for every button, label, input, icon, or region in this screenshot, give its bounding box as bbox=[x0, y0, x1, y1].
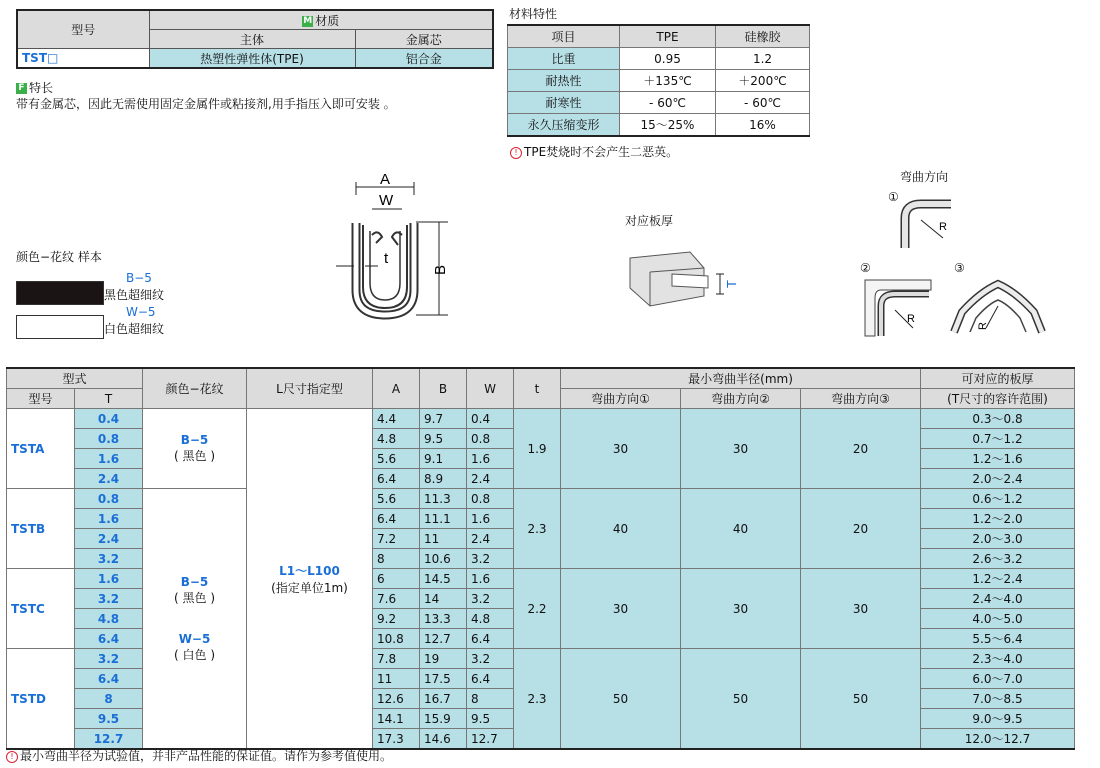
T-cell: 1.6 bbox=[75, 449, 143, 469]
label-w: W bbox=[379, 192, 394, 209]
mp-cell: 比重 bbox=[508, 48, 620, 70]
r2-cell: 50 bbox=[681, 649, 801, 750]
mp-cell: - 60℃ bbox=[716, 92, 810, 114]
a-cell: 5.6 bbox=[373, 449, 420, 469]
w-cell: 3.2 bbox=[467, 549, 514, 569]
material-note: ! TPE焚烧时不会产生二恶英。 bbox=[510, 143, 678, 160]
plate-cell: 2.4～4.0 bbox=[921, 589, 1075, 609]
h-model: 型号 bbox=[7, 389, 75, 409]
b-cell: 13.3 bbox=[420, 609, 467, 629]
h-plate: 可对应的板厚 bbox=[921, 368, 1075, 389]
T-cell: 0.8 bbox=[75, 429, 143, 449]
model-cell: TSTB bbox=[7, 489, 75, 569]
color-name: ( 黑色 ) bbox=[174, 590, 216, 605]
t-cell: 2.2 bbox=[514, 569, 561, 649]
r3-cell: 50 bbox=[801, 649, 921, 750]
a-cell: 7.2 bbox=[373, 529, 420, 549]
color-name: ( 黑色 ) bbox=[174, 449, 216, 463]
header-model: 型号 bbox=[17, 10, 149, 49]
swatch-black-code: B−5 bbox=[126, 271, 152, 285]
l-cell bbox=[247, 409, 373, 750]
mp-cell: 15～25% bbox=[620, 114, 716, 137]
a-cell: 4.4 bbox=[373, 409, 420, 429]
b-cell: 12.7 bbox=[420, 629, 467, 649]
swatch-black bbox=[16, 281, 104, 305]
h-dir3: 弯曲方向③ bbox=[801, 389, 921, 409]
mp-header-silicone: 硅橡胶 bbox=[716, 25, 810, 48]
a-cell: 17.3 bbox=[373, 729, 420, 750]
swatch-white-code: W−5 bbox=[126, 305, 156, 319]
spec-table-body bbox=[7, 409, 1075, 750]
b-cell: 14 bbox=[420, 589, 467, 609]
T-cell: 0.4 bbox=[75, 409, 143, 429]
r1-cell: 40 bbox=[561, 489, 681, 569]
model-cell: TSTA bbox=[7, 409, 75, 489]
mp-header-item: 项目 bbox=[508, 25, 620, 48]
T-cell: 3.2 bbox=[75, 649, 143, 669]
w-cell: 2.4 bbox=[467, 469, 514, 489]
color-cell bbox=[143, 489, 247, 750]
color-code: W−5 bbox=[178, 631, 211, 646]
bend-diagram-3 bbox=[950, 276, 1046, 340]
T-cell: 9.5 bbox=[75, 709, 143, 729]
r1-cell: 30 bbox=[561, 409, 681, 489]
features-text: 带有金属芯，因此无需使用固定金属件或粘接剂,用手指压入即可安装 。 bbox=[16, 97, 396, 111]
mp-cell: 16% bbox=[716, 114, 810, 137]
material-props-title: 材料特性 bbox=[509, 7, 558, 21]
T-cell: 1.6 bbox=[75, 509, 143, 529]
h-w: W bbox=[467, 368, 514, 409]
a-cell: 7.8 bbox=[373, 649, 420, 669]
b-cell: 11.1 bbox=[420, 509, 467, 529]
h-l: L尺寸指定型 bbox=[247, 368, 373, 409]
a-cell: 7.6 bbox=[373, 589, 420, 609]
r2-cell: 40 bbox=[681, 489, 801, 569]
material-tag-icon: M bbox=[303, 15, 313, 26]
T-cell: 8 bbox=[75, 689, 143, 709]
w-cell: 1.6 bbox=[467, 449, 514, 469]
r3-cell: 20 bbox=[801, 409, 921, 489]
r1-cell: 50 bbox=[561, 649, 681, 750]
a-cell: 10.8 bbox=[373, 629, 420, 649]
swatch-white bbox=[16, 315, 104, 339]
T-cell: 6.4 bbox=[75, 629, 143, 649]
w-cell: 0.8 bbox=[467, 429, 514, 449]
color-code: B−5 bbox=[180, 574, 209, 589]
bend-label-1: ① bbox=[888, 190, 899, 204]
w-cell: 2.4 bbox=[467, 529, 514, 549]
T-cell: 12.7 bbox=[75, 729, 143, 750]
r2-cell: 30 bbox=[681, 569, 801, 649]
features-tag-icon: F bbox=[16, 83, 27, 94]
b-cell: 19 bbox=[420, 649, 467, 669]
w-cell: 3.2 bbox=[467, 649, 514, 669]
h-a: A bbox=[373, 368, 420, 409]
a-cell: 5.6 bbox=[373, 489, 420, 509]
plate-cell: 1.2～2.0 bbox=[921, 509, 1075, 529]
plate-cell: 5.5～6.4 bbox=[921, 629, 1075, 649]
plate-cell: 1.2～2.4 bbox=[921, 569, 1075, 589]
b-cell: 11 bbox=[420, 529, 467, 549]
a-cell: 14.1 bbox=[373, 709, 420, 729]
r2-cell: 30 bbox=[681, 409, 801, 489]
T-cell: 2.4 bbox=[75, 469, 143, 489]
mp-cell: - 60℃ bbox=[620, 92, 716, 114]
a-cell: 11 bbox=[373, 669, 420, 689]
h-plate-range: (T尺寸的容许范围) bbox=[921, 389, 1075, 409]
l-unit: (指定单位1m) bbox=[271, 580, 348, 595]
T-cell: 2.4 bbox=[75, 529, 143, 549]
mp-cell: 0.95 bbox=[620, 48, 716, 70]
bend-label-2: ② bbox=[860, 261, 871, 275]
w-cell: 0.8 bbox=[467, 489, 514, 509]
h-type: 型式 bbox=[7, 368, 143, 389]
bend-diagram-2 bbox=[861, 276, 941, 340]
mp-cell: ＋135℃ bbox=[620, 70, 716, 92]
a-cell: 6.4 bbox=[373, 509, 420, 529]
w-cell: 6.4 bbox=[467, 629, 514, 649]
bend-diagram-1 bbox=[895, 196, 965, 256]
l-value: L1～L100 bbox=[279, 563, 340, 578]
table-row bbox=[7, 489, 1075, 509]
mp-cell: 耐热性 bbox=[508, 70, 620, 92]
body-material: 热塑性弹性体(TPE) bbox=[149, 49, 355, 69]
b-cell: 9.1 bbox=[420, 449, 467, 469]
warning-icon: ! bbox=[510, 147, 522, 159]
T-cell: 3.2 bbox=[75, 589, 143, 609]
a-cell: 6 bbox=[373, 569, 420, 589]
plate-cell: 4.0～5.0 bbox=[921, 609, 1075, 629]
r3-cell: 30 bbox=[801, 569, 921, 649]
w-cell: 9.5 bbox=[467, 709, 514, 729]
profile-diagram bbox=[330, 165, 470, 325]
T-cell: 1.6 bbox=[75, 569, 143, 589]
mp-cell: 耐寒性 bbox=[508, 92, 620, 114]
a-cell: 4.8 bbox=[373, 429, 420, 449]
swatch-white-name: 白色超细纹 bbox=[104, 322, 165, 336]
plate-cell: 12.0～12.7 bbox=[921, 729, 1075, 750]
h-dir2: 弯曲方向② bbox=[681, 389, 801, 409]
mp-cell: 永久压缩变形 bbox=[508, 114, 620, 137]
warning-icon: ! bbox=[6, 751, 18, 763]
w-cell: 1.6 bbox=[467, 509, 514, 529]
color-cell bbox=[143, 409, 247, 489]
plate-cell: 2.0～2.4 bbox=[921, 469, 1075, 489]
t-cell: 2.3 bbox=[514, 649, 561, 750]
t-cell: 2.3 bbox=[514, 489, 561, 569]
h-b: B bbox=[420, 368, 467, 409]
color-samples-title: 颜色−花纹 样本 bbox=[16, 250, 102, 264]
h-min-radius: 最小弯曲半径(mm) bbox=[561, 368, 921, 389]
w-cell: 1.6 bbox=[467, 569, 514, 589]
radius-label-3: R bbox=[977, 322, 989, 330]
bend-title: 弯曲方向 bbox=[900, 170, 949, 184]
a-cell: 12.6 bbox=[373, 689, 420, 709]
plate-cell: 6.0～7.0 bbox=[921, 669, 1075, 689]
w-cell: 12.7 bbox=[467, 729, 514, 750]
plate-cell: 2.0～3.0 bbox=[921, 529, 1075, 549]
a-cell: 8 bbox=[373, 549, 420, 569]
b-cell: 15.9 bbox=[420, 709, 467, 729]
b-cell: 17.5 bbox=[420, 669, 467, 689]
r1-cell: 30 bbox=[561, 569, 681, 649]
mp-cell: 1.2 bbox=[716, 48, 810, 70]
t-cell: 1.9 bbox=[514, 409, 561, 489]
footnote: ! 最小弯曲半径为试验值，并非产品性能的保证值。请作为参考值使用。 bbox=[6, 747, 392, 764]
b-cell: 8.9 bbox=[420, 469, 467, 489]
b-cell: 9.7 bbox=[420, 409, 467, 429]
features-title: F 特长 bbox=[16, 79, 53, 96]
w-cell: 6.4 bbox=[467, 669, 514, 689]
h-dir1: 弯曲方向① bbox=[561, 389, 681, 409]
model-cell: TSTD bbox=[7, 649, 75, 750]
label-b: B bbox=[432, 264, 449, 275]
label-a: A bbox=[380, 171, 391, 188]
h-T: T bbox=[75, 389, 143, 409]
plate-cell: 2.6～3.2 bbox=[921, 549, 1075, 569]
label-thickness: T bbox=[724, 280, 739, 288]
a-cell: 9.2 bbox=[373, 609, 420, 629]
T-cell: 4.8 bbox=[75, 609, 143, 629]
core-material: 铝合金 bbox=[355, 49, 493, 69]
radius-label-1: R bbox=[939, 221, 947, 233]
plate-cell: 7.0～8.5 bbox=[921, 689, 1075, 709]
table-row bbox=[7, 409, 1075, 429]
b-cell: 10.6 bbox=[420, 549, 467, 569]
mp-cell: ＋200℃ bbox=[716, 70, 810, 92]
header-body: 主体 bbox=[149, 30, 355, 49]
bend-label-3: ③ bbox=[954, 261, 965, 275]
color-name: ( 白色 ) bbox=[174, 647, 216, 662]
spec-table bbox=[6, 367, 1075, 750]
thickness-diagram bbox=[620, 250, 750, 310]
T-cell: 3.2 bbox=[75, 549, 143, 569]
w-cell: 4.8 bbox=[467, 609, 514, 629]
model-material-table bbox=[16, 9, 494, 69]
T-cell: 6.4 bbox=[75, 669, 143, 689]
radius-label-2: R bbox=[907, 313, 915, 325]
material-props-table bbox=[507, 24, 810, 137]
a-cell: 6.4 bbox=[373, 469, 420, 489]
plate-cell: 9.0～9.5 bbox=[921, 709, 1075, 729]
header-material: M 材质 bbox=[149, 10, 493, 30]
plate-cell: 2.3～4.0 bbox=[921, 649, 1075, 669]
h-t: t bbox=[514, 368, 561, 409]
swatch-black-name: 黑色超细纹 bbox=[104, 288, 165, 302]
b-cell: 16.7 bbox=[420, 689, 467, 709]
model-code: TST□ bbox=[17, 49, 149, 69]
h-color: 颜色−花纹 bbox=[143, 368, 247, 409]
plate-cell: 0.7～1.2 bbox=[921, 429, 1075, 449]
b-cell: 9.5 bbox=[420, 429, 467, 449]
thickness-title: 对应板厚 bbox=[625, 214, 674, 228]
T-cell: 0.8 bbox=[75, 489, 143, 509]
color-code: B−5 bbox=[180, 433, 209, 447]
label-t: t bbox=[384, 250, 389, 267]
b-cell: 14.5 bbox=[420, 569, 467, 589]
plate-cell: 0.6～1.2 bbox=[921, 489, 1075, 509]
b-cell: 14.6 bbox=[420, 729, 467, 750]
w-cell: 8 bbox=[467, 689, 514, 709]
header-core: 金属芯 bbox=[355, 30, 493, 49]
w-cell: 0.4 bbox=[467, 409, 514, 429]
mp-header-tpe: TPE bbox=[620, 25, 716, 48]
b-cell: 11.3 bbox=[420, 489, 467, 509]
plate-cell: 0.3～0.8 bbox=[921, 409, 1075, 429]
r3-cell: 20 bbox=[801, 489, 921, 569]
model-cell: TSTC bbox=[7, 569, 75, 649]
plate-cell: 1.2～1.6 bbox=[921, 449, 1075, 469]
w-cell: 3.2 bbox=[467, 589, 514, 609]
